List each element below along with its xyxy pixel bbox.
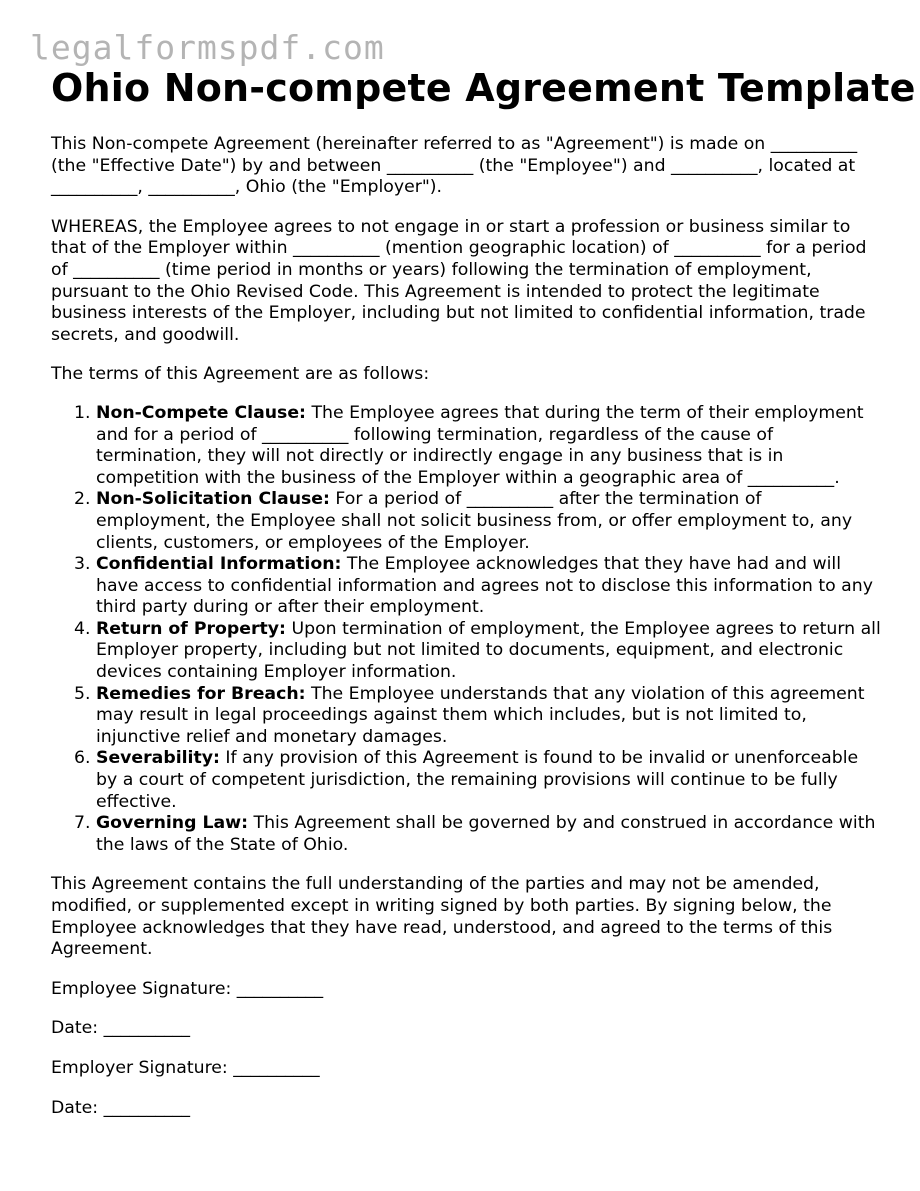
clause-item	[96, 554, 881, 619]
clause-item	[96, 403, 881, 489]
clause-heading: Governing Law:	[96, 813, 249, 834]
clause-item	[96, 619, 881, 684]
clause-item	[96, 684, 881, 749]
document	[51, 64, 916, 1119]
closing-paragraph: This Agreement contains the full understanding of the parties and may not be amended, modified, or supplemented except in writing signed by both parties. By signing below, the Employee acknowledges that they have read, understood, and agreed to the terms of this Agreement.	[51, 874, 833, 960]
terms-intro: The terms of this Agreement are as follows:	[51, 364, 430, 385]
employer-signature-line: Employer Signature: __________	[51, 1057, 320, 1078]
clause-text: The Employee understands that any violation of this agreement may result in legal proceedings against them which includes, but is not limited to, injunctive relief and monetary damages.	[96, 683, 865, 747]
clause-item	[96, 489, 881, 554]
clause-text: The Employee agrees that during the term of their employment and for a period of __________ following termination, regardless of the cause of termination, they will not directly or indirectly engage in any business that is in competition with the business of the Employer within a geographic area of __________.	[96, 402, 864, 488]
clauses-list	[51, 403, 881, 856]
employer-date-line: Date: __________	[51, 1097, 191, 1118]
employee-signature-line: Employee Signature: __________	[51, 978, 324, 999]
clause-heading: Confidential Information:	[96, 554, 342, 575]
watermark: legalformspdf.com	[30, 28, 385, 67]
clause-heading: Remedies for Breach:	[96, 683, 306, 704]
clause-item	[96, 813, 881, 856]
clause-text: If any provision of this Agreement is found to be invalid or unenforceable by a court of competent jurisdiction, the remaining provisions will continue to be fully effective.	[96, 748, 859, 812]
clause-heading: Non-Compete Clause:	[96, 402, 306, 423]
clause-heading: Non-Solicitation Clause:	[96, 489, 330, 510]
clause-heading: Severability:	[96, 748, 220, 769]
clause-text: Upon termination of employment, the Employee agrees to return all Employer property, including but not limited to documents, equipment, and electronic devices containing Employer information.	[96, 618, 881, 683]
document-title: Ohio Non-compete Agreement Template	[51, 66, 916, 110]
document-body	[51, 134, 881, 1119]
employee-date-line: Date: __________	[51, 1018, 191, 1039]
clause-text: This Agreement shall be governed by and construed in accordance with the laws of the State of Ohio.	[96, 813, 876, 855]
clause-item	[96, 748, 881, 813]
clause-text: The Employee acknowledges that they have had and will have access to confidential information and agrees not to disclose this information to any third party during or after their employment.	[96, 554, 873, 618]
clause-heading: Return of Property:	[96, 618, 286, 639]
intro-paragraph: This Non-compete Agreement (hereinafter referred to as "Agreement") is made on __________ (the "Effective Date") by and between __________ (the "Employee") and __________, located at __________, __________, Ohio (the "Employer").	[51, 134, 858, 198]
whereas-paragraph: WHEREAS, the Employee agrees to not engage in or start a profession or business similar to that of the Employer within __________ (mention geographic location) of __________ for a period of __________ (time period in months or years) following the termination of employment, pursuant to the Ohio Revised Code. This Agreement is intended to protect the legitimate business interests of the Employer, including but not limited to confidential information, trade secrets, and goodwill.	[51, 216, 867, 345]
clause-text: For a period of __________ after the termination of employment, the Employee shall not solicit business from, or offer employment to, any clients, customers, or employees of the Employer.	[96, 489, 853, 553]
